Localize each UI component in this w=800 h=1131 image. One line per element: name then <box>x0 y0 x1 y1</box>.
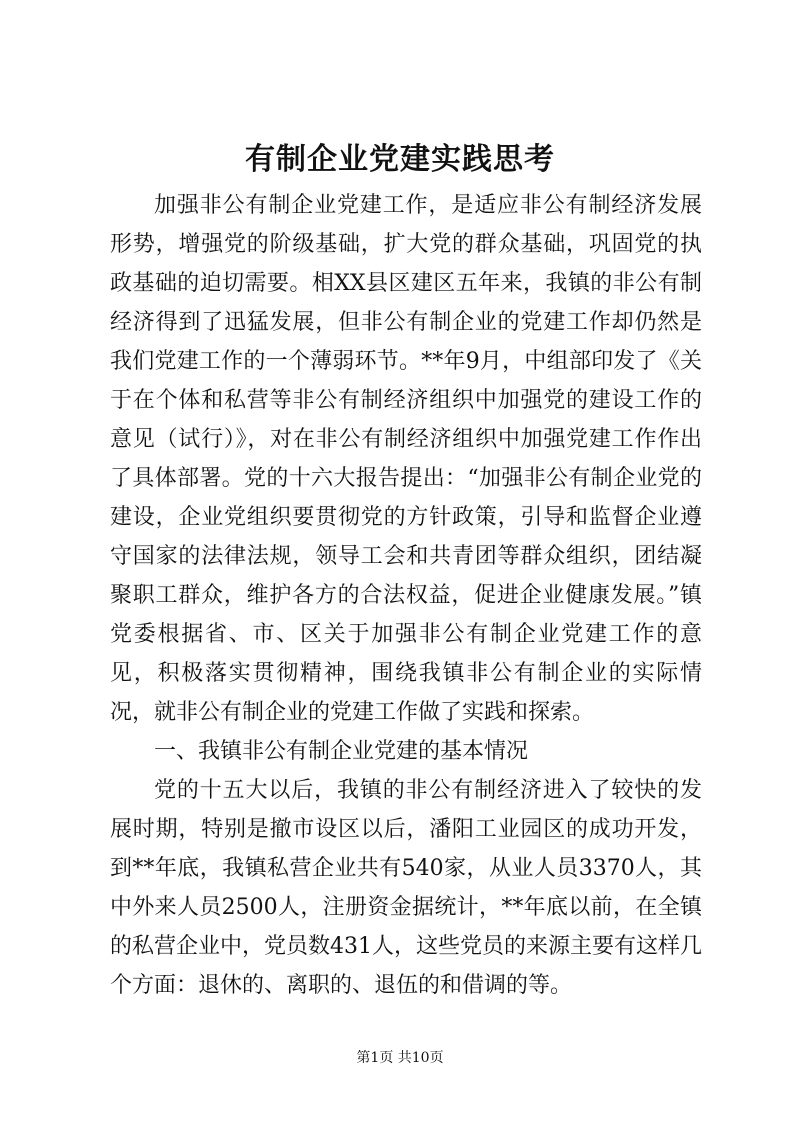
document-body <box>110 186 702 1005</box>
section-heading-basic-situation: 一、我镇非公有制企业党建的基本情况 <box>154 739 529 764</box>
paragraph-basic-situation: 党的十五大以后，我镇的非公有制经济进入了较快的发展时期，特别是撤市设区以后，潘阳工业园区的成功开发，到**年底，我镇私营企业共有540家，从业人员3370人，其中外来人员2500人，注册资金据统计，**年底以前，在全镇的私营企业中，党员数431人，这些党员的来源主要有这样几个方面：退休的、离职的、退伍的和借调的等。 <box>110 778 702 998</box>
page-footer: 第1页 共10页 <box>356 1050 444 1066</box>
document-title: 有制企业党建实践思考 <box>245 142 555 177</box>
paragraph-intro: 加强非公有制企业党建工作，是适应非公有制经济发展形势，增强党的阶级基础，扩大党的群众基础，巩固党的执政基础的迫切需要。相XX县区建区五年来，我镇的非公有制经济得到了迅猛发展，但非公有制企业的党建工作却仍然是我们党建工作的一个薄弱环节。**年9月，中组部印发了《关于在个体和私营等非公有制经济组织中加强党的建设工作的意见（试行）》，对在非公有制经济组织中加强党建工作作出了具体部署。党的十六大报告提出：“加强非公有制企业党的建设，企业党组织要贯彻党的方针政策，引导和监督企业遵守国家的法律法规，领导工会和共青团等群众组织，团结凝聚职工群众，维护各方的合法权益，促进企业健康发展。”镇党委根据省、市、区关于加强非公有制企业党建工作的意见，积极落实贯彻精神，围绕我镇非公有制企业的实际情况，就非公有制企业的党建工作做了实践和探索。 <box>110 193 702 725</box>
